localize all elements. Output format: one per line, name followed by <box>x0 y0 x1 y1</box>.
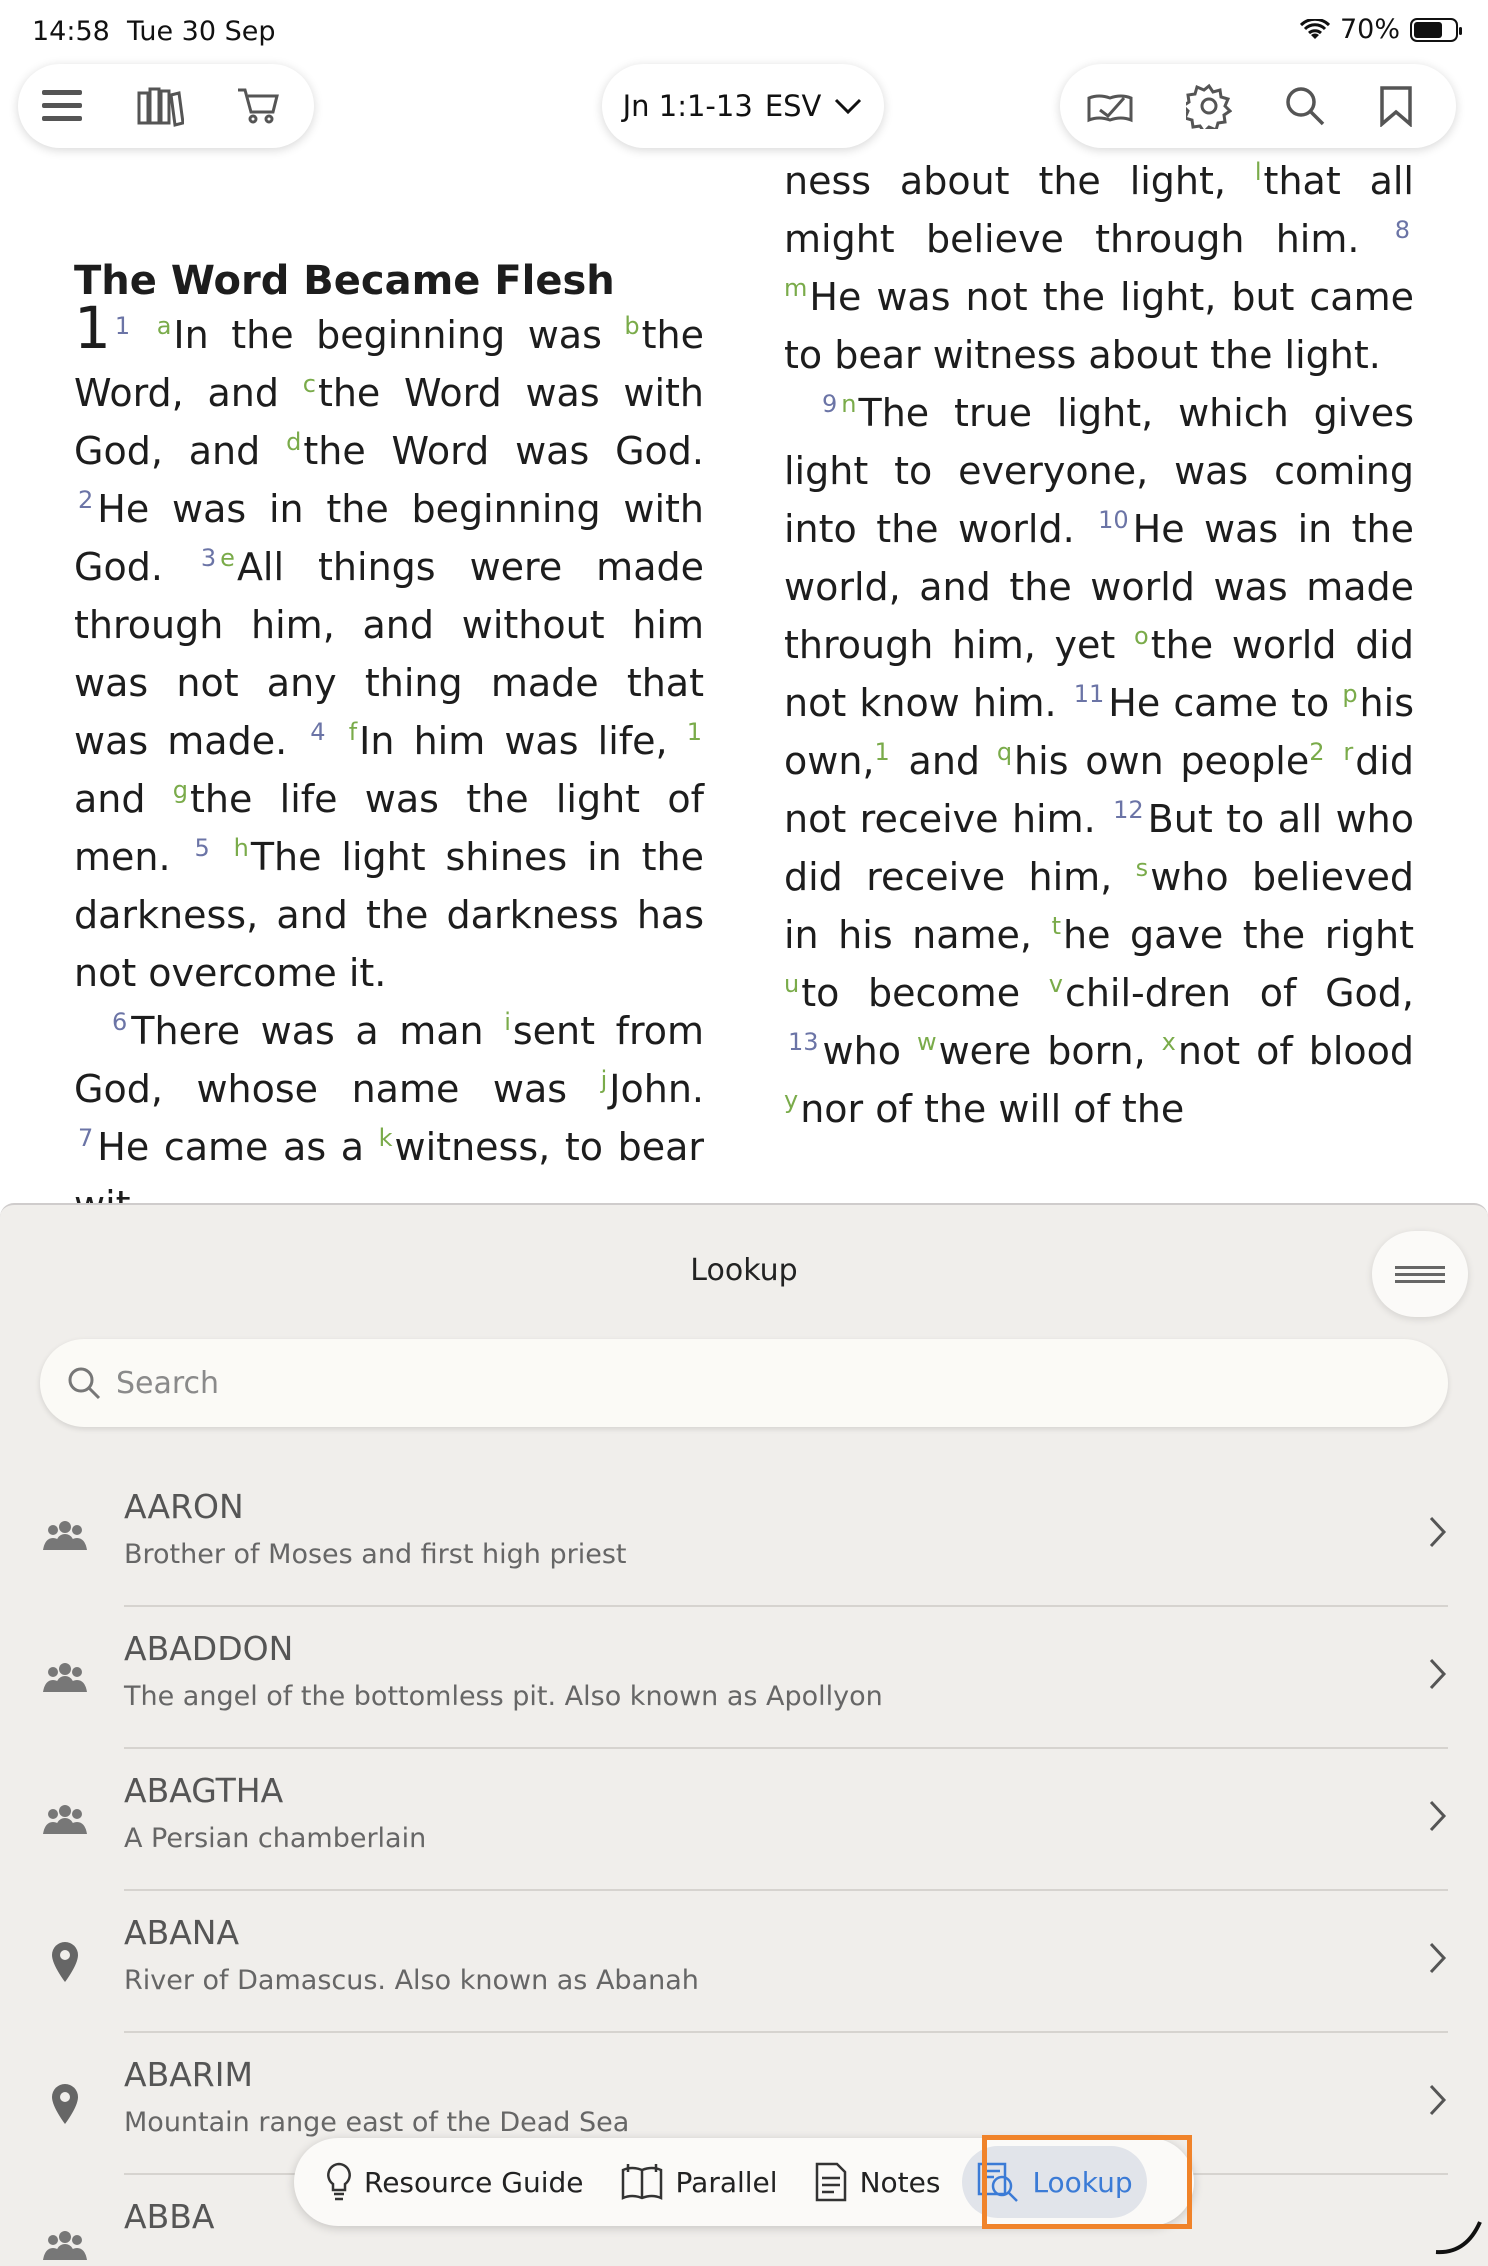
location-pin-icon <box>38 2077 92 2131</box>
chevron-right-icon <box>1428 1941 1448 1975</box>
menu-icon[interactable] <box>40 86 84 126</box>
location-pin-icon <box>38 1935 92 1989</box>
verse-number: 6 <box>112 1008 128 1037</box>
footnote: r <box>1343 738 1354 767</box>
library-icon[interactable] <box>136 85 184 127</box>
reading-plan-icon[interactable] <box>1086 86 1134 126</box>
lookup-panel <box>0 1203 1488 2266</box>
passage-reference: Jn 1:1-13 <box>622 89 753 123</box>
chevron-right-icon <box>1428 1799 1448 1833</box>
item-subtitle: The angel of the bottomless pit. Also known as Apollyon <box>124 1681 883 1712</box>
lookup-search-input[interactable] <box>116 1366 1316 1401</box>
footnote: f <box>348 718 358 747</box>
tab-resource-guide[interactable] <box>312 2146 598 2218</box>
section-heading: The Word Became Flesh <box>74 258 615 304</box>
people-icon <box>38 1651 92 1705</box>
search-icon[interactable] <box>1284 85 1326 127</box>
battery-icon <box>1410 18 1458 42</box>
list-item[interactable] <box>0 1749 1488 1891</box>
wifi-icon <box>1300 19 1330 41</box>
verse-number: 10 <box>1098 506 1129 535</box>
item-title: ABANA <box>124 1913 240 1952</box>
verse-number: 3 <box>200 544 217 573</box>
people-icon <box>38 2219 92 2266</box>
footnote: l <box>1254 158 1262 187</box>
lightbulb-icon <box>326 2162 352 2202</box>
toolbar-left <box>18 64 314 148</box>
people-icon <box>38 1793 92 1847</box>
footnote: u <box>784 970 800 999</box>
battery-percent: 70% <box>1339 14 1400 45</box>
verse-number: 13 <box>788 1028 819 1057</box>
footnote: q <box>996 738 1013 767</box>
item-subtitle: Brother of Moses and first high priest <box>124 1539 627 1570</box>
people-icon <box>38 1509 92 1563</box>
text-column-right: ness about the light, $^l$that all might believe through him. $^8$ $^m$He was not the light, but came to bear witness about the light. $^9$ $^n$The true light, which gives light to everyone, was coming into the world. $^{10}$ He was in the world, and the world was made through him, yet $^o$the world did not know him. $^{11}$ He came to $^p$his own,$^1$ and $^q$his own people$^2$ $^r$did not receive him. $^{12}$ But to all who did receive him, $^s$who believed in his name, $^t$he gave the right $^u$to become $^v$chil-dren of God, $^{13}$ who $^w$were born, $^x$not of blood $^y$nor of the will of the <box>784 158 1415 1131</box>
verse-number: 8 <box>1394 216 1410 245</box>
search-icon <box>66 1365 102 1401</box>
footnote: y <box>784 1086 799 1115</box>
item-title: AARON <box>124 1487 244 1526</box>
panel-menu-button[interactable] <box>1372 1231 1468 1317</box>
footnote: v <box>1048 970 1063 999</box>
panel-title: Lookup <box>690 1253 798 1288</box>
verse-number: 12 <box>1113 796 1144 825</box>
tab-label: Parallel <box>675 2165 778 2199</box>
chapter-number: 1 <box>74 294 111 362</box>
footnote: 1 <box>874 738 890 767</box>
footnote: o <box>1134 622 1149 651</box>
toolbar-right <box>1060 64 1456 148</box>
footnote: k <box>378 1124 393 1153</box>
status-right <box>1300 14 1458 45</box>
footnote: m <box>784 274 808 303</box>
bottom-tab-bar <box>294 2138 1194 2226</box>
item-subtitle: Mountain range east of the Dead Sea <box>124 2107 630 2138</box>
drag-handle-icon <box>1393 1262 1447 1286</box>
footnote: x <box>1161 1028 1176 1057</box>
bookmark-icon[interactable] <box>1378 85 1414 127</box>
verse-number: 11 <box>1073 680 1105 709</box>
footnote: a <box>156 312 172 341</box>
notes-icon <box>814 2161 848 2203</box>
footnote: p <box>1342 680 1358 709</box>
footnote: 2 <box>1309 738 1325 767</box>
footnote: j <box>600 1066 608 1095</box>
passage-selector[interactable] <box>602 64 884 148</box>
status-time: 14:58 Tue 30 Sep <box>32 16 276 47</box>
status-bar <box>0 0 1488 60</box>
footnote: w <box>916 1028 937 1057</box>
item-title: ABARIM <box>124 2055 253 2094</box>
verse-number: 5 <box>194 834 210 863</box>
chevron-down-icon <box>833 96 863 116</box>
chevron-right-icon <box>1428 1657 1448 1691</box>
footnote: h <box>233 834 249 863</box>
bible-text-view[interactable] <box>0 160 1488 1200</box>
item-title: ABBA <box>124 2197 215 2236</box>
bible-version: ESV <box>764 89 822 123</box>
footnote: c <box>302 370 316 399</box>
item-subtitle: A Persian chamberlain <box>124 1823 427 1854</box>
list-item[interactable] <box>0 1891 1488 2033</box>
tab-parallel[interactable] <box>606 2146 792 2218</box>
verse-number: 9 <box>822 390 838 419</box>
footnote: b <box>624 312 640 341</box>
verse-number: 7 <box>78 1124 94 1153</box>
footnote: 1 <box>686 718 702 747</box>
verse-number: 4 <box>310 718 326 747</box>
item-subtitle: River of Damascus. Also known as Abanah <box>124 1965 699 1996</box>
verse-number: 2 <box>78 486 94 515</box>
lookup-icon <box>976 2161 1020 2203</box>
tab-lookup[interactable] <box>962 2146 1146 2218</box>
item-title: ABADDON <box>124 1629 294 1668</box>
verse-number: 1 <box>114 312 131 341</box>
footnote: n <box>841 390 857 419</box>
item-title: ABAGTHA <box>124 1771 284 1810</box>
footnote: g <box>172 776 188 805</box>
resize-corner-icon[interactable] <box>1432 2218 1484 2258</box>
footnote: i <box>504 1008 511 1037</box>
footnote: s <box>1135 854 1149 883</box>
gear-icon[interactable] <box>1186 83 1232 129</box>
chevron-right-icon <box>1428 1515 1448 1549</box>
tab-label: Lookup <box>1032 2165 1133 2199</box>
text-column-left: 1 $^1$ $^a$In the beginning was $^b$the Word, and $^c$the Word was with God, and $^d$the Word was God. $^2$ He was in the beginning with God. $^3$ $^e$All things were made through him, and without him was not any thing made that was made. $^4$ $^f$In him was life, $^1$ and $^g$the life was the light of men. $^5$ $^h$The light shines in the darkness, and the darkness has not overcome it. $^6$ There was a man $^i$sent from God, whose name was $^j$John. $^7$ He came as a $^k$witness, to bear <box>74 294 705 1169</box>
footnote: e <box>220 544 235 573</box>
list-item[interactable] <box>0 1607 1488 1749</box>
tab-label: Resource Guide <box>364 2165 584 2199</box>
lookup-search-bar[interactable] <box>40 1339 1448 1427</box>
footnote: t <box>1051 912 1061 941</box>
cart-icon[interactable] <box>236 86 280 126</box>
chevron-right-icon <box>1428 2083 1448 2117</box>
tab-notes[interactable] <box>800 2146 955 2218</box>
list-item[interactable] <box>0 1465 1488 1607</box>
parallel-books-icon <box>620 2162 664 2202</box>
tab-label: Notes <box>859 2165 941 2199</box>
footnote: d <box>286 428 302 457</box>
